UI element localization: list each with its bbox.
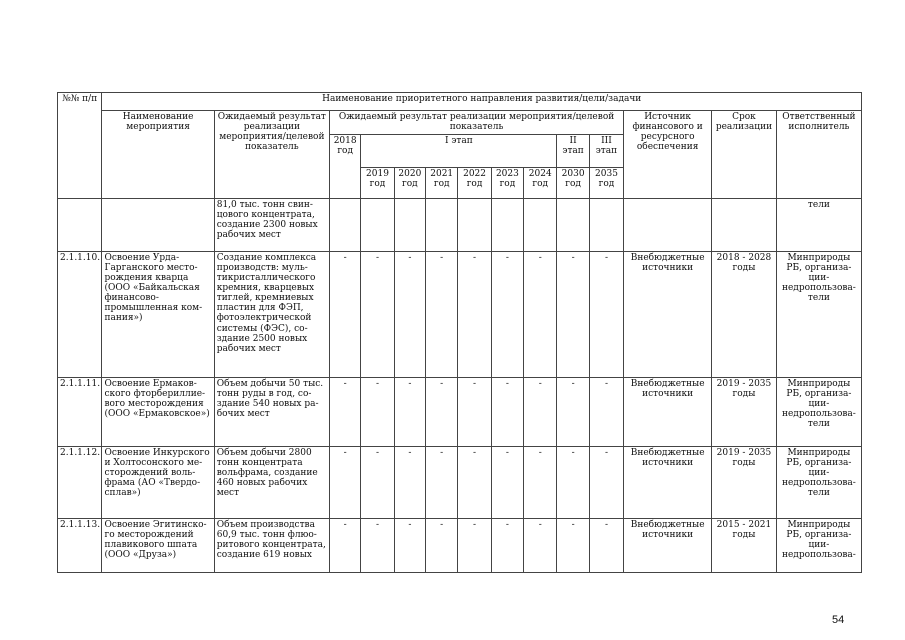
row-term: 2019 - 2035 годы: [712, 447, 777, 519]
row-result: Объем добычи 50 тыс. тонн руды в год, со-здание 540 новых ра-бочих мест: [214, 378, 329, 447]
row-value: -: [491, 447, 523, 519]
row-name: [102, 199, 214, 252]
row-value: -: [426, 447, 458, 519]
row-value: -: [329, 519, 360, 573]
header-expected-result: Ожидаемый результат реализации мероприятия/целевой показатель: [214, 111, 329, 199]
row-source: Внебюджетные источники: [624, 252, 712, 378]
header-stage2: II этап: [557, 135, 589, 168]
row-num: 2.1.1.13.: [58, 519, 102, 573]
row-source: Внебюджетные источники: [624, 378, 712, 447]
row-value: -: [524, 252, 557, 378]
row-source: [624, 199, 712, 252]
row-term: 2015 - 2021 годы: [712, 519, 777, 573]
table-row: [58, 252, 862, 378]
row-value: [426, 199, 458, 252]
row-value: [458, 199, 491, 252]
row-value: -: [491, 252, 523, 378]
row-value: -: [394, 519, 425, 573]
table-row: [58, 447, 862, 519]
header-row-1: [58, 93, 862, 111]
row-value: -: [361, 252, 394, 378]
header-year: 2022 год: [458, 168, 491, 199]
row-num: 2.1.1.10.: [58, 252, 102, 378]
row-value: -: [426, 378, 458, 447]
row-value: -: [557, 519, 589, 573]
header-year: 2035 год: [589, 168, 623, 199]
row-value: -: [557, 378, 589, 447]
row-num: 2.1.1.11.: [58, 378, 102, 447]
row-responsible: Минприроды РБ, организа-ции-недропользова-тели: [776, 378, 861, 447]
measures-table: [57, 92, 862, 573]
row-value: -: [458, 519, 491, 573]
row-value: [557, 199, 589, 252]
row-value: -: [524, 519, 557, 573]
row-value: -: [557, 252, 589, 378]
header-source: Источник финансового и ресурсного обеспечения: [624, 111, 712, 199]
header-expected-group: Ожидаемый результат реализации мероприятия/целевой показатель: [329, 111, 623, 135]
row-name: Освоение Эгитинско-го месторождений плавикового шпата (ООО «Друза»): [102, 519, 214, 573]
row-term: 2018 - 2028 годы: [712, 252, 777, 378]
row-result: Создание комплекса производств: муль-тикристаллического кремния, кварцевых тиглей, кремниевых пластин для ФЭП, фотоэлектрической системы (ФЭС), со-здание 2500 новых рабочих мест: [214, 252, 329, 378]
row-value: -: [524, 378, 557, 447]
row-value: -: [557, 447, 589, 519]
row-responsible: Минприроды РБ, организа-ции-недропользова-: [776, 519, 861, 573]
row-value: -: [329, 447, 360, 519]
row-value: -: [589, 447, 623, 519]
row-result: Объем добычи 2800 тонн концентрата вольфрама, создание 460 новых рабочих мест: [214, 447, 329, 519]
row-value: -: [458, 447, 491, 519]
row-name: Освоение Инкурского и Холтосонского ме-сторождений воль-фрама (АО «Твердо-сплав»): [102, 447, 214, 519]
row-result: Объем производства 60,9 тыс. тонн флюо-ритового концентрата, создание 619 новых: [214, 519, 329, 573]
row-value: -: [394, 378, 425, 447]
row-num: 2.1.1.12.: [58, 447, 102, 519]
row-responsible: Минприроды РБ, организа-ции-недропользова-тели: [776, 447, 861, 519]
row-value: -: [329, 378, 360, 447]
table-row: [58, 378, 862, 447]
row-num: [58, 199, 102, 252]
header-2018: 2018 год: [329, 135, 360, 199]
row-value: -: [458, 378, 491, 447]
row-value: [491, 199, 523, 252]
header-priority: Наименование приоритетного направления развития/цели/задачи: [102, 93, 862, 111]
header-name: Наименование мероприятия: [102, 111, 214, 199]
header-stage3: III этап: [589, 135, 623, 168]
row-term: 2019 - 2035 годы: [712, 378, 777, 447]
row-value: -: [426, 519, 458, 573]
row-value: -: [589, 252, 623, 378]
header-year: 2020 год: [394, 168, 425, 199]
row-value: -: [361, 378, 394, 447]
row-value: -: [458, 252, 491, 378]
row-value: -: [361, 519, 394, 573]
row-name: Освоение Ермаков-ского фторбериллие-вого месторождения (ООО «Ермаковское»): [102, 378, 214, 447]
page-number: 54: [832, 614, 845, 626]
header-num: №№ п/п: [58, 93, 102, 199]
row-value: -: [524, 447, 557, 519]
row-value: [394, 199, 425, 252]
row-source: Внебюджетные источники: [624, 447, 712, 519]
row-value: -: [426, 252, 458, 378]
row-value: -: [394, 252, 425, 378]
row-value: -: [589, 378, 623, 447]
row-term: [712, 199, 777, 252]
header-year: 2024 год: [524, 168, 557, 199]
row-value: -: [491, 378, 523, 447]
row-value: [361, 199, 394, 252]
header-year: 2021 год: [426, 168, 458, 199]
row-value: [589, 199, 623, 252]
row-responsible: Минприроды РБ, организа-ции-недропользова-тели: [776, 252, 861, 378]
row-value: -: [394, 447, 425, 519]
row-value: -: [329, 252, 360, 378]
row-value: -: [589, 519, 623, 573]
row-value: -: [491, 519, 523, 573]
row-value: -: [361, 447, 394, 519]
table-row: [58, 519, 862, 573]
row-result: 81,0 тыс. тонн свин-цового концентрата, создание 2300 новых рабочих мест: [214, 199, 329, 252]
row-value: [329, 199, 360, 252]
header-row-2: [58, 111, 862, 135]
row-name: Освоение Урда-Гарганского место-рождения кварца (ООО «Байкальская финансово-промышленная ком-пания»): [102, 252, 214, 378]
row-source: Внебюджетные источники: [624, 519, 712, 573]
header-stage1: I этап: [361, 135, 557, 168]
row-responsible: тели: [776, 199, 861, 252]
header-term: Срок реализации: [712, 111, 777, 199]
header-responsible: Ответственный исполнитель: [776, 111, 861, 199]
header-year: 2019 год: [361, 168, 394, 199]
row-value: [524, 199, 557, 252]
table-row: [58, 199, 862, 252]
header-year: 2023 год: [491, 168, 523, 199]
header-year: 2030 год: [557, 168, 589, 199]
